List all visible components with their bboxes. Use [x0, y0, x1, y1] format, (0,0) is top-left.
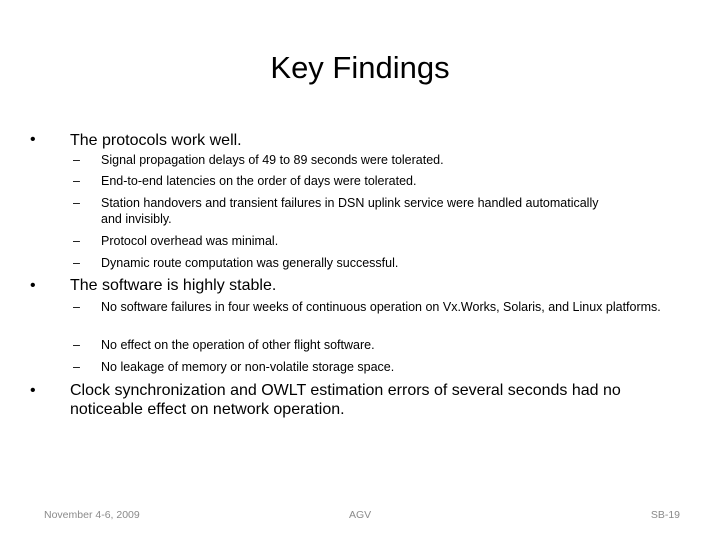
sub-point: No leakage of memory or non-volatile storage space.	[101, 360, 395, 374]
bullet-marker: •	[30, 131, 36, 148]
sub-point: Station handovers and transient failures in DSN uplink service were handled automatically and invisibly.	[101, 196, 599, 226]
bullet-marker: •	[30, 277, 36, 294]
sub-point: Protocol overhead was minimal.	[101, 234, 279, 248]
footer-slide-number: SB-19	[650, 509, 680, 521]
dash-marker: –	[73, 338, 80, 352]
bullet-point: Clock synchronization and OWLT estimation errors of several seconds had no noticeable effect on network operation.	[70, 382, 621, 418]
sub-point: End-to-end latencies on the order of days were tolerated.	[101, 174, 417, 188]
sub-point: No effect on the operation of other flight software.	[101, 338, 375, 352]
sub-point: Dynamic route computation was generally successful.	[101, 256, 399, 270]
dash-marker: –	[73, 234, 80, 248]
dash-marker: –	[73, 196, 80, 210]
dash-marker: –	[73, 360, 80, 374]
bullet-point: The protocols work well.	[70, 132, 242, 149]
footer-center-label: AGV	[349, 509, 372, 521]
bullet-point: The software is highly stable.	[70, 277, 277, 294]
dash-marker: –	[73, 256, 80, 270]
dash-marker: –	[73, 153, 80, 167]
footer-date: November 4-6, 2009	[44, 509, 140, 521]
dash-marker: –	[73, 174, 80, 188]
sub-point: Signal propagation delays of 49 to 89 seconds were tolerated.	[101, 153, 444, 167]
dash-marker: –	[73, 300, 80, 314]
slide-title: Key Findings	[270, 50, 450, 85]
bullet-marker: •	[30, 382, 36, 399]
sub-point: No software failures in four weeks of continuous operation on Vx.Works, Solaris, and Linux platforms.	[101, 300, 661, 314]
